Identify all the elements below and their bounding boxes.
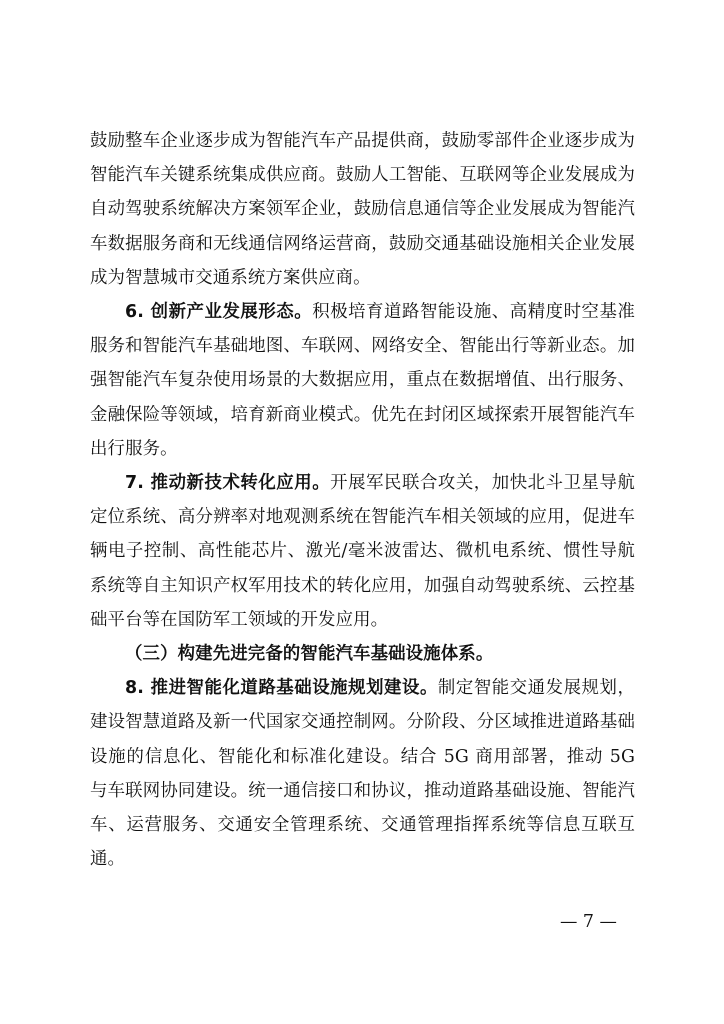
paragraph-new-tech-application (90, 466, 635, 637)
paragraph-text: 鼓励整车企业逐步成为智能汽车产品提供商，鼓励零部件企业逐步成为智能汽车关键系统集成供应商。鼓励人工智能、互联网等企业发展成为自动驾驶系统解决方案领军企业，鼓励信息通信等企业发展成为智能汽车数据服务商和无线通信网络运营商，鼓励交通基础设施相关企业发展成为智慧城市交通系统方案供应商。 (90, 131, 635, 288)
document-body (90, 124, 635, 876)
section-heading: （三）构建先进完备的智能汽车基础设施体系。 (125, 644, 494, 665)
page-number: — 7 — (560, 912, 617, 932)
paragraph-text: 开展军民联合攻关，加快北斗卫星导航定位系统、高分辨率对地观测系统在智能汽车相关领域的应用，促进车辆电子控制、高性能芯片、激光/毫米波雷达、微机电系统、惯性导航系统等自主知识产权军用技术的转化应用，加强自动驾驶系统、云控基础平台等在国防军工领域的开发应用。 (90, 473, 635, 630)
paragraph-innovate-industry-forms (90, 295, 635, 466)
paragraph-text: 制定智能交通发展规划，建设智慧道路及新一代国家交通控制网。分阶段、分区域推进道路基础设施的信息化、智能化和标准化建设。结合 5G 商用部署，推动 5G 与车联网协同建设。统一通信接口和协议，推动道路基础设施、智能汽车、运营服务、交通安全管理系统、交通管理指挥系统等信息互联互通。 (90, 678, 635, 870)
paragraph-industry-roles (90, 124, 635, 295)
paragraph-lead: 8. 推进智能化道路基础设施规划建设。 (125, 678, 438, 699)
paragraph-text: 积极培育道路智能设施、高精度时空基准服务和智能汽车基础地图、车联网、网络安全、智能出行等新业态。加强智能汽车复杂使用场景的大数据应用，重点在数据增值、出行服务、金融保险等领域，培育新商业模式。优先在封闭区域探索开展智能汽车出行服务。 (90, 302, 636, 459)
paragraph-smart-road-infrastructure (90, 671, 635, 876)
paragraph-lead: 7. 推动新技术转化应用。 (125, 473, 331, 494)
paragraph-lead: 6. 创新产业发展形态。 (125, 302, 313, 323)
